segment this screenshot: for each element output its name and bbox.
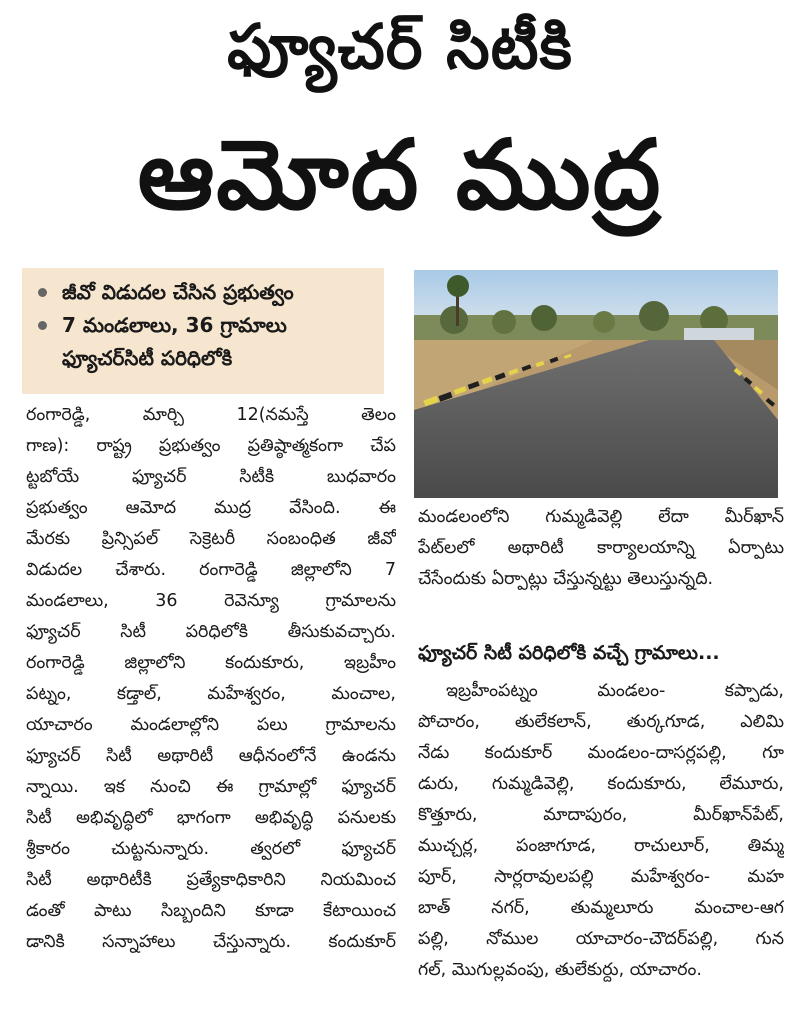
villages-line: డురు, గుమ్మడివెల్లి, కందుకూరు, లేమూరు, <box>418 774 784 794</box>
highlight-text: ఫ్యూచర్‌సిటీ పరిధిలోకి <box>62 346 233 370</box>
villages-line: పూర్, సార్లరావులపల్లి మహేశ్వరం- మహ <box>418 867 784 887</box>
article-line: డంతో పాటు సిబ్బందిని కూడా కేటాయించ <box>26 901 396 921</box>
article-line: ప్రభుత్వం ఆమోద ముద్ర వేసింది. ఈ <box>26 498 396 518</box>
villages-line: పోచారం, తులేకలాన్, తుర్కగూడ, ఎలిమి <box>418 712 784 732</box>
highlight-text: జీవో విడుదల చేసిన ప్రభుత్వం <box>62 280 294 304</box>
article-line: యాచారం మండలాల్లోని పలు గ్రామాలను <box>26 715 396 735</box>
article-column-right <box>418 502 784 595</box>
villages-line: పల్లి, నోముల యాచారం-చౌదర్‌పల్లి, గున <box>418 929 784 949</box>
article-line: సిటీ అభివృద్ధిలో భాగంగా అభివృద్ధి పనులకు <box>26 808 396 828</box>
article-line: ఫ్యూచర్ సిటీ పరిధిలోకి తీసుకువచ్చారు. <box>26 622 396 642</box>
road-photo-icon <box>414 270 778 498</box>
bullet-icon <box>38 321 47 330</box>
highlight-item <box>36 309 374 342</box>
article-line: డానికి సన్నాహాలు చేస్తున్నారు. కందుకూర్ <box>26 932 396 952</box>
article-line: విడుదల చేశారు. రంగారెడ్డి జిల్లాలోని 7 <box>26 560 396 580</box>
villages-line: ఇబ్రహీంపట్నం మండలం- కప్పాడు, <box>446 681 784 701</box>
article-line: ఫ్యూచర్ సిటీ అథారిటీ ఆధీనంలోనే ఉండను <box>26 746 396 766</box>
villages-line: గల్, మొగుల్లవంపు, తులేకుర్దు, యాచారం. <box>418 960 702 980</box>
article-line: రంగారెడ్డి, మార్చి 12(నమస్తే తెలం <box>26 405 396 425</box>
bullet-icon <box>38 288 47 297</box>
villages-line: ముచ్చర్ల, పంజాగూడ, రాచులూర్, తిమ్మ <box>418 836 784 856</box>
headline-line-1: ఫ్యూచర్ సిటీకి <box>227 10 573 83</box>
article-column-left <box>26 400 396 958</box>
highlight-text: 7 మండలాలు, 36 గ్రామాలు <box>62 313 287 337</box>
road-photo <box>414 270 778 498</box>
article-line: గాణ): రాష్ట్ర ప్రభుత్వం ప్రతిష్ఠాత్మకంగా చేప <box>26 436 396 456</box>
article-line: శ్రీకారం చుట్టనున్నారు. త్వరలో ఫ్యూచర్ <box>26 839 396 859</box>
headline-line-2: ఆమోద ముద్ర <box>137 119 663 231</box>
villages-subhead: ఫ్యూచర్ సిటీ పరిధిలోకి వచ్చే గ్రామాలు... <box>418 642 720 664</box>
villages-line: నేడు కందుకూర్ మండలం-దాసర్లపల్లి, గూ <box>418 743 784 763</box>
villages-list <box>418 676 784 986</box>
article-line: రంగారెడ్డి జిల్లాలోని కందుకూరు, ఇబ్రహీం <box>26 653 396 673</box>
article-line: న్నాయి. ఇక నుంచి ఈ గ్రామాల్లో ఫ్యూచర్ <box>26 777 396 797</box>
villages-line: కొత్తూరు, మాదాపురం, మీర్‌ఖాన్‌పేట్, <box>418 805 784 825</box>
article-line: చేసేందుకు ఏర్పాట్లు చేస్తున్నట్టు తెలుస్తున్నది. <box>418 569 714 589</box>
article-line: పేట్‌లలో అథారిటీ కార్యాలయాన్ని ఏర్పాటు <box>418 538 784 558</box>
article-line: మండలంలోని గుమ్మడివెల్లి లేదా మీర్‌ఖాన్ <box>418 507 784 527</box>
article-line: ట్టబోయే ఫ్యూచర్ సిటీకి బుధవారం <box>26 467 396 487</box>
highlights-box <box>22 268 384 394</box>
article-line: సిటీ అథారిటీకి ప్రత్యేకాధికారిని నియమించ <box>26 870 396 890</box>
villages-line: బాత్ నగర్, తుమ్మలూరు మంచాల-ఆగ <box>418 898 784 918</box>
article-line: పట్నం, కడ్తాల్, మహేశ్వరం, మంచాల, <box>26 684 396 704</box>
article-line: మండలాలు, 36 రెవెన్యూ గ్రామాలను <box>26 591 396 611</box>
highlight-item <box>36 276 374 309</box>
article-line: మేరకు ప్రిన్సిపల్ సెక్రెటరీ సంబంధిత జీవో <box>26 529 396 549</box>
